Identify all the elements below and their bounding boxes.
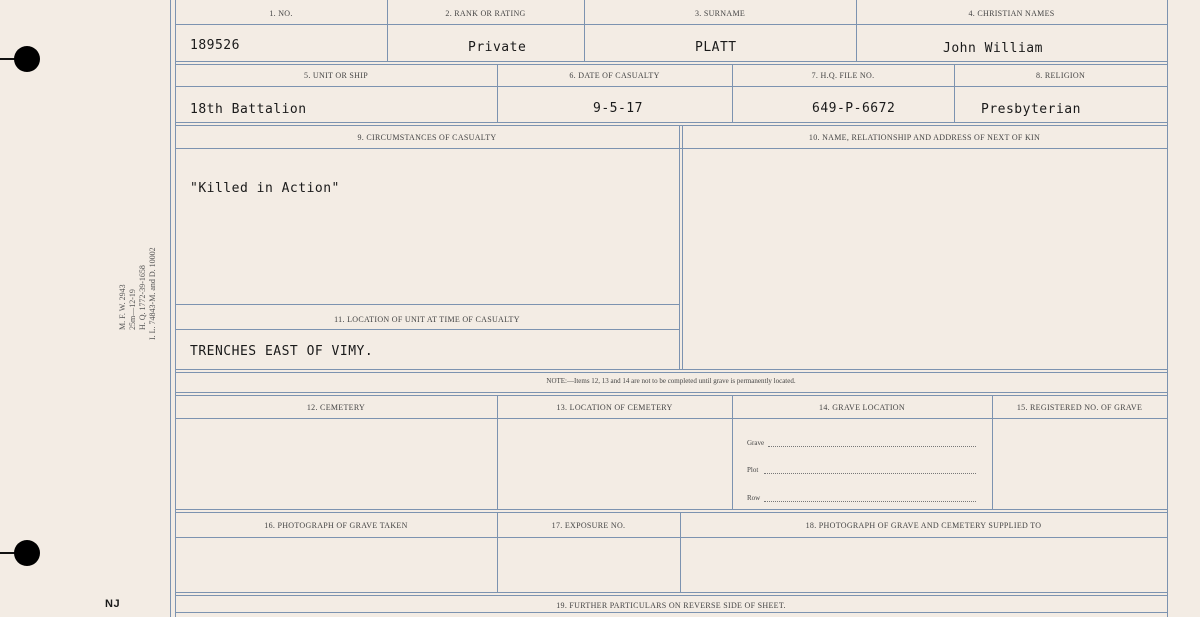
footer-rule <box>175 612 1167 613</box>
header-circumstances: 9. CIRCUMSTANCES OF CASUALTY <box>357 133 497 142</box>
right-edge <box>1167 0 1168 617</box>
row5-bottom-rule <box>175 592 1167 596</box>
plot-line <box>764 473 976 474</box>
note-bottom-rule <box>175 392 1167 396</box>
header-cemetery-location: 13. LOCATION OF CEMETERY <box>556 403 673 412</box>
grave-line <box>768 446 976 447</box>
grave-label: Grave <box>747 439 765 447</box>
row-label: Row <box>747 494 761 502</box>
file-no-value: 649-P-6672 <box>812 101 896 116</box>
rank-value: Private <box>468 40 527 55</box>
header-next-of-kin: 10. NAME, RELATIONSHIP AND ADDRESS OF NEXT OF KIN <box>808 133 1041 142</box>
header-photograph-taken: 16. PHOTOGRAPH OF GRAVE TAKEN <box>264 521 408 530</box>
circumstances-value: "Killed in Action" <box>190 181 340 196</box>
row2-header-rule <box>175 86 1167 87</box>
header-exposure-no: 17. EXPOSURE NO. <box>551 521 626 530</box>
header-registered-no: 15. REGISTERED NO. OF GRAVE <box>1016 403 1143 412</box>
header-file-no: 7. H.Q. FILE NO. <box>811 71 875 80</box>
header-photograph-supplied: 18. PHOTOGRAPH OF GRAVE AND CEMETERY SUPPLIED TO <box>805 521 1042 530</box>
christian-names-value: John William <box>943 41 1043 56</box>
divider <box>732 396 733 509</box>
side-print-1: M. F. W. 2943 <box>118 284 127 330</box>
header-rank: 2. RANK OR RATING <box>445 9 526 18</box>
note-top-rule <box>175 369 1167 373</box>
header-unit: 5. UNIT OR SHIP <box>304 71 368 80</box>
divider <box>682 125 683 370</box>
plot-label: Plot <box>747 466 759 474</box>
header-surname: 3. SURNAME <box>694 9 746 18</box>
margin-line <box>170 0 171 617</box>
header-christian-names: 4. CHRISTIAN NAMES <box>968 9 1055 18</box>
initials: NJ <box>105 598 121 610</box>
footer-text: 19. FURTHER PARTICULARS ON REVERSE SIDE OF SHEET. <box>556 601 786 610</box>
divider <box>992 396 993 509</box>
note-text: NOTE:—Items 12, 13 and 14 are not to be completed until grave is permanently located. <box>546 377 796 385</box>
header-grave-location: 14. GRAVE LOCATION <box>819 403 905 412</box>
row5-header-rule <box>175 537 1167 538</box>
side-print-4: I. L. 74843-M. and D. 10002 <box>148 247 157 340</box>
divider <box>679 125 680 370</box>
side-print-3: H. Q. 1772-39-1658 <box>138 265 147 330</box>
row2-bottom-rule <box>175 122 1167 126</box>
religion-value: Presbyterian <box>981 102 1081 117</box>
unit-value: 18th Battalion <box>190 102 307 117</box>
location-header-rule <box>175 329 679 330</box>
row4-bottom-rule <box>175 509 1167 513</box>
row1-bottom-rule <box>175 61 1167 65</box>
service-number: 189526 <box>190 38 240 53</box>
divider <box>497 396 498 509</box>
header-cemetery: 12. CEMETERY <box>306 403 366 412</box>
binder-hole-top <box>14 46 40 72</box>
row3-header-rule <box>175 148 1167 149</box>
row1-header-rule <box>175 24 1167 25</box>
binder-hole-bottom <box>14 540 40 566</box>
header-date: 6. DATE OF CASUALTY <box>569 71 660 80</box>
header-number: 1. NO. <box>269 9 293 18</box>
row-line <box>764 501 976 502</box>
header-location: 11. LOCATION OF UNIT AT TIME OF CASUALTY <box>334 315 520 324</box>
row4-header-rule <box>175 418 1167 419</box>
surname-value: PLATT <box>695 40 737 55</box>
side-print-2: 25m—12-19 <box>128 289 137 330</box>
location-value: TRENCHES EAST OF VIMY. <box>190 344 374 359</box>
date-value: 9-5-17 <box>593 101 643 116</box>
header-religion: 8. RELIGION <box>1035 71 1086 80</box>
location-top-rule <box>175 304 679 305</box>
